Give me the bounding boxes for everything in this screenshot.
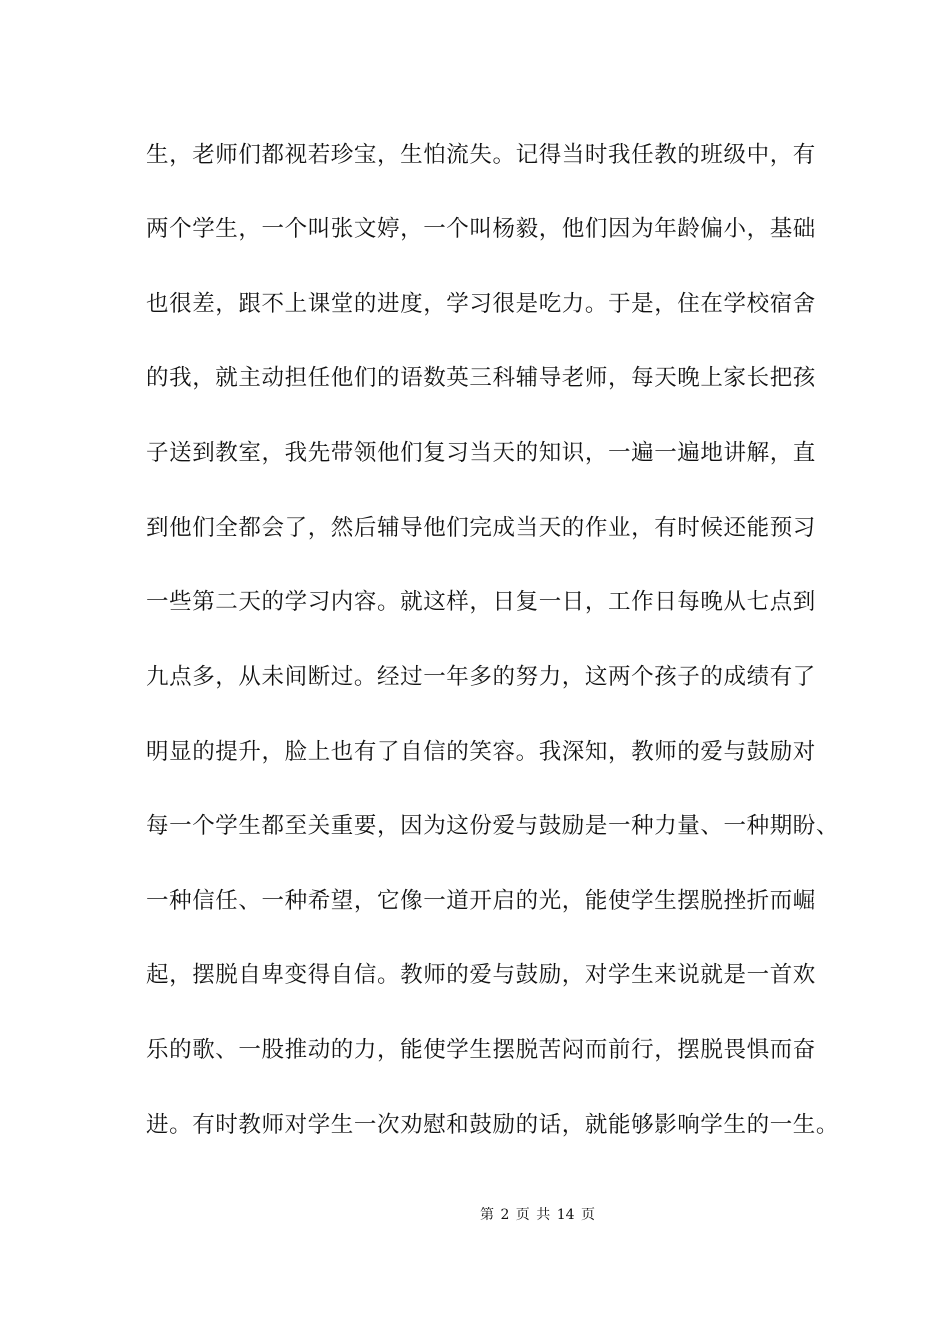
text-line: 的我，就主动担任他们的语数英三科辅导老师，每天晚上家长把孩 — [146, 365, 816, 391]
text-line: 九点多，从未间断过。经过一年多的努力，这两个孩子的成绩有了 — [146, 664, 816, 690]
text-line: 子送到教室，我先带领他们复习当天的知识，一遍一遍地讲解，直 — [146, 440, 816, 466]
text-line: 到他们全都会了，然后辅导他们完成当天的作业，有时候还能预习 — [146, 515, 816, 541]
text-line: 生，老师们都视若珍宝，生怕流失。记得当时我任教的班级中，有 — [146, 142, 816, 168]
text-line: 两个学生，一个叫张文婷，一个叫杨毅，他们因为年龄偏小，基础 — [146, 216, 816, 242]
text-line: 每一个学生都至关重要，因为这份爱与鼓励是一种力量、一种期盼、 — [146, 813, 840, 839]
text-line: 起，摆脱自卑变得自信。教师的爱与鼓励，对学生来说就是一首欢 — [146, 962, 816, 988]
page-number-footer: 第 2 页 共 14 页 — [480, 1207, 595, 1223]
text-line: 乐的歌、一股推动的力，能使学生摆脱苦闷而前行，摆脱畏惧而奋 — [146, 1037, 816, 1063]
text-line: 进。有时教师对学生一次劝慰和鼓励的话，就能够影响学生的一生。 — [146, 1112, 840, 1138]
text-line: 一些第二天的学习内容。就这样，日复一日，工作日每晚从七点到 — [146, 589, 816, 615]
text-line: 一种信任、一种希望，它像一道开启的光，能使学生摆脱挫折而崛 — [146, 888, 816, 914]
text-line: 明显的提升，脸上也有了自信的笑容。我深知，教师的爱与鼓励对 — [146, 739, 816, 765]
text-line: 也很差，跟不上课堂的进度，学习很是吃力。于是，住在学校宿舍 — [146, 291, 816, 317]
